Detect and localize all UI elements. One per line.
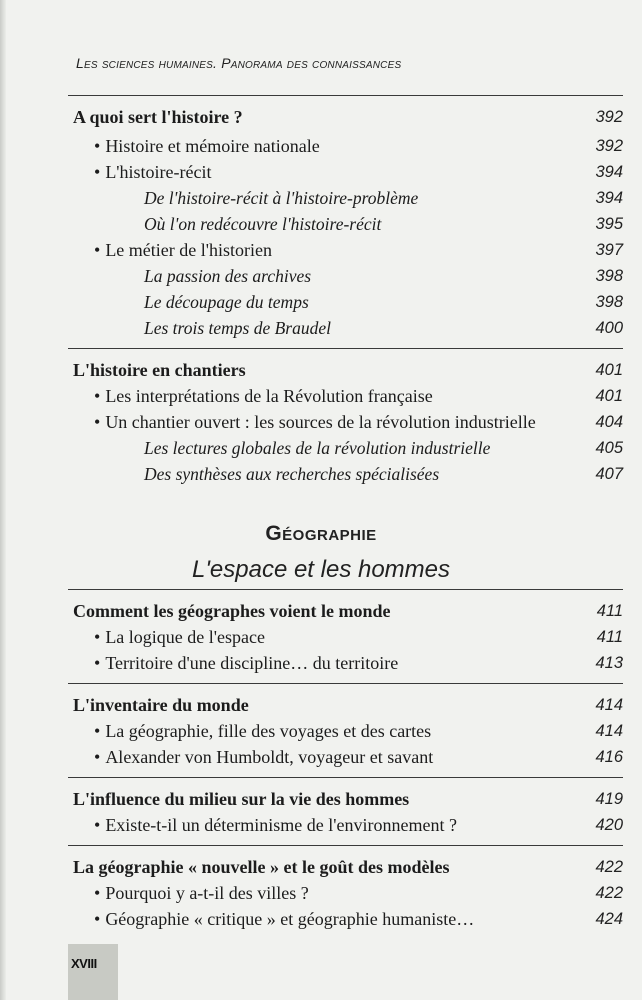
bullet-icon: •: [94, 653, 101, 673]
toc-entry-title: [94, 744, 433, 770]
section-divider: [68, 95, 623, 96]
section-divider: [68, 348, 623, 349]
section-title: Géographie: [265, 522, 377, 545]
toc-entry-title: [94, 906, 474, 932]
toc-page-number: 392: [595, 108, 623, 126]
toc-entry[interactable]: [0, 211, 642, 237]
toc-page-number: 411: [596, 602, 623, 620]
bullet-icon: •: [94, 162, 101, 182]
toc-entry[interactable]: [0, 624, 642, 650]
bullet-icon: •: [94, 909, 101, 929]
toc-entry-title: [94, 650, 398, 676]
toc-page-number: 397: [595, 241, 623, 259]
toc-entry-title: [144, 461, 439, 487]
toc-page-number: 405: [595, 439, 623, 457]
toc-entry-text: Histoire et mémoire nationale: [105, 136, 320, 156]
toc-entry-title: [144, 315, 331, 341]
bullet-icon: •: [94, 627, 101, 647]
toc-page-number: 414: [595, 722, 623, 740]
toc-page-number: 420: [595, 816, 623, 834]
toc-entry-text: La géographie, fille des voyages et des cartes: [105, 721, 432, 741]
toc-page-number: 395: [595, 215, 623, 233]
toc-entry-text: De l'histoire-récit à l'histoire-problème: [144, 188, 419, 208]
toc-entry-text: L'histoire-récit: [105, 162, 212, 182]
toc-entry-text: Géographie « critique » et géographie humaniste…: [105, 909, 475, 929]
toc-page-number: 411: [596, 628, 623, 646]
toc-entry[interactable]: [0, 104, 642, 130]
toc-page-number: 400: [595, 319, 623, 337]
toc-page-number: 414: [595, 696, 623, 714]
bullet-icon: •: [94, 721, 101, 741]
toc-entry[interactable]: [0, 409, 642, 435]
section-divider: [68, 589, 623, 590]
toc-page-number: 424: [595, 910, 623, 928]
toc-page-number: 401: [595, 361, 623, 379]
toc-entry[interactable]: [0, 237, 642, 263]
toc-page-number: 394: [595, 163, 623, 181]
toc-entry[interactable]: [0, 263, 642, 289]
toc-entry-text: Le découpage du temps: [144, 292, 309, 312]
toc-entry-title: [94, 409, 536, 435]
toc-entry[interactable]: [0, 650, 642, 676]
folio-tab: [68, 944, 118, 1000]
toc-page-number: 394: [595, 189, 623, 207]
toc-entry[interactable]: [0, 906, 642, 932]
toc-entry[interactable]: [0, 744, 642, 770]
toc-page-number: 392: [595, 137, 623, 155]
toc-entry[interactable]: [0, 315, 642, 341]
toc-page-number: 419: [595, 790, 623, 808]
toc-entry-title: [94, 133, 320, 159]
toc-entry[interactable]: [0, 786, 642, 812]
toc-entry-text: Les lectures globales de la révolution industrielle: [144, 438, 491, 458]
toc-entry-title: [73, 854, 449, 880]
toc-entry[interactable]: [0, 718, 642, 744]
toc-entry-title: [144, 289, 309, 315]
toc-entry-title: [73, 692, 249, 718]
section-divider: [68, 845, 623, 846]
toc-entry-text: Un chantier ouvert : les sources de la révolution industrielle: [105, 412, 536, 432]
toc-entry-text: Le métier de l'historien: [105, 240, 272, 260]
toc-entry-title: [73, 104, 243, 130]
toc-entry-title: [73, 598, 390, 624]
toc-entry-title: [94, 159, 212, 185]
toc-entry-title: [94, 812, 457, 838]
toc-entry-title: [144, 185, 418, 211]
section-subtitle: L'espace et les hommes: [191, 556, 451, 583]
toc-entry-title: [94, 237, 272, 263]
toc-entry-text: La géographie « nouvelle » et le goût des modèles: [73, 857, 450, 877]
toc-entry[interactable]: [0, 159, 642, 185]
bullet-icon: •: [94, 747, 101, 767]
toc-entry[interactable]: [0, 357, 642, 383]
toc-page-number: 413: [595, 654, 623, 672]
toc-entry-text: Territoire d'une discipline… du territoire: [105, 653, 399, 673]
toc-page-number: 422: [595, 884, 623, 902]
bullet-icon: •: [94, 815, 101, 835]
toc-entry-title: [144, 435, 490, 461]
toc-entry[interactable]: [0, 598, 642, 624]
toc-entry-title: [94, 880, 309, 906]
bullet-icon: •: [94, 136, 101, 156]
toc-entry[interactable]: [0, 185, 642, 211]
toc-entry[interactable]: [0, 880, 642, 906]
toc-entry-text: Les trois temps de Braudel: [144, 318, 331, 338]
bullet-icon: •: [94, 386, 101, 406]
toc-entry-title: [73, 786, 409, 812]
toc-entry[interactable]: [0, 692, 642, 718]
toc-entry-text: Où l'on redécouvre l'histoire-récit: [144, 214, 382, 234]
toc-entry[interactable]: [0, 289, 642, 315]
toc-entry-text: Alexander von Humboldt, voyageur et savant: [105, 747, 434, 767]
toc-entry-text: Comment les géographes voient le monde: [73, 601, 391, 621]
toc-entry[interactable]: [0, 133, 642, 159]
toc-entry-text: La logique de l'espace: [105, 627, 265, 647]
toc-entry[interactable]: [0, 461, 642, 487]
toc-entry-title: [94, 718, 431, 744]
toc-entry-title: [144, 211, 381, 237]
toc-page-number: 398: [595, 267, 623, 285]
toc-entry-title: [73, 357, 246, 383]
toc-entry-text: Pourquoi y a-t-il des villes ?: [105, 883, 309, 903]
toc-page-number: 422: [595, 858, 623, 876]
toc-page-number: 416: [595, 748, 623, 766]
toc-page-number: 404: [595, 413, 623, 431]
toc-entry-text: Existe-t-il un déterminisme de l'environnement ?: [105, 815, 457, 835]
toc-page-number: 401: [595, 387, 623, 405]
toc-entry[interactable]: [0, 435, 642, 461]
toc-entry[interactable]: [0, 854, 642, 880]
bullet-icon: •: [94, 412, 101, 432]
toc-entry-text: L'inventaire du monde: [73, 695, 249, 715]
toc-entry-title: [144, 263, 311, 289]
toc-entry[interactable]: [0, 383, 642, 409]
toc-entry-text: A quoi sert l'histoire ?: [73, 107, 243, 127]
bullet-icon: •: [94, 240, 101, 260]
running-head: Les sciences humaines. Panorama des connaissances: [76, 55, 402, 71]
section-divider: [68, 777, 623, 778]
section-divider: [68, 683, 623, 684]
toc-entry-text: L'influence du milieu sur la vie des hommes: [73, 789, 410, 809]
toc-page-number: 398: [595, 293, 623, 311]
toc-entry-title: [94, 383, 433, 409]
toc-entry-title: [94, 624, 265, 650]
toc-entry-text: Les interprétations de la Révolution française: [105, 386, 433, 406]
toc-entry-text: La passion des archives: [144, 266, 312, 286]
toc-entry-text: L'histoire en chantiers: [73, 360, 246, 380]
toc-entry[interactable]: [0, 812, 642, 838]
page-number: XVIII: [71, 956, 97, 971]
toc-entry-text: Des synthèses aux recherches spécialisées: [144, 464, 440, 484]
bullet-icon: •: [94, 883, 101, 903]
toc-page-number: 407: [595, 465, 623, 483]
